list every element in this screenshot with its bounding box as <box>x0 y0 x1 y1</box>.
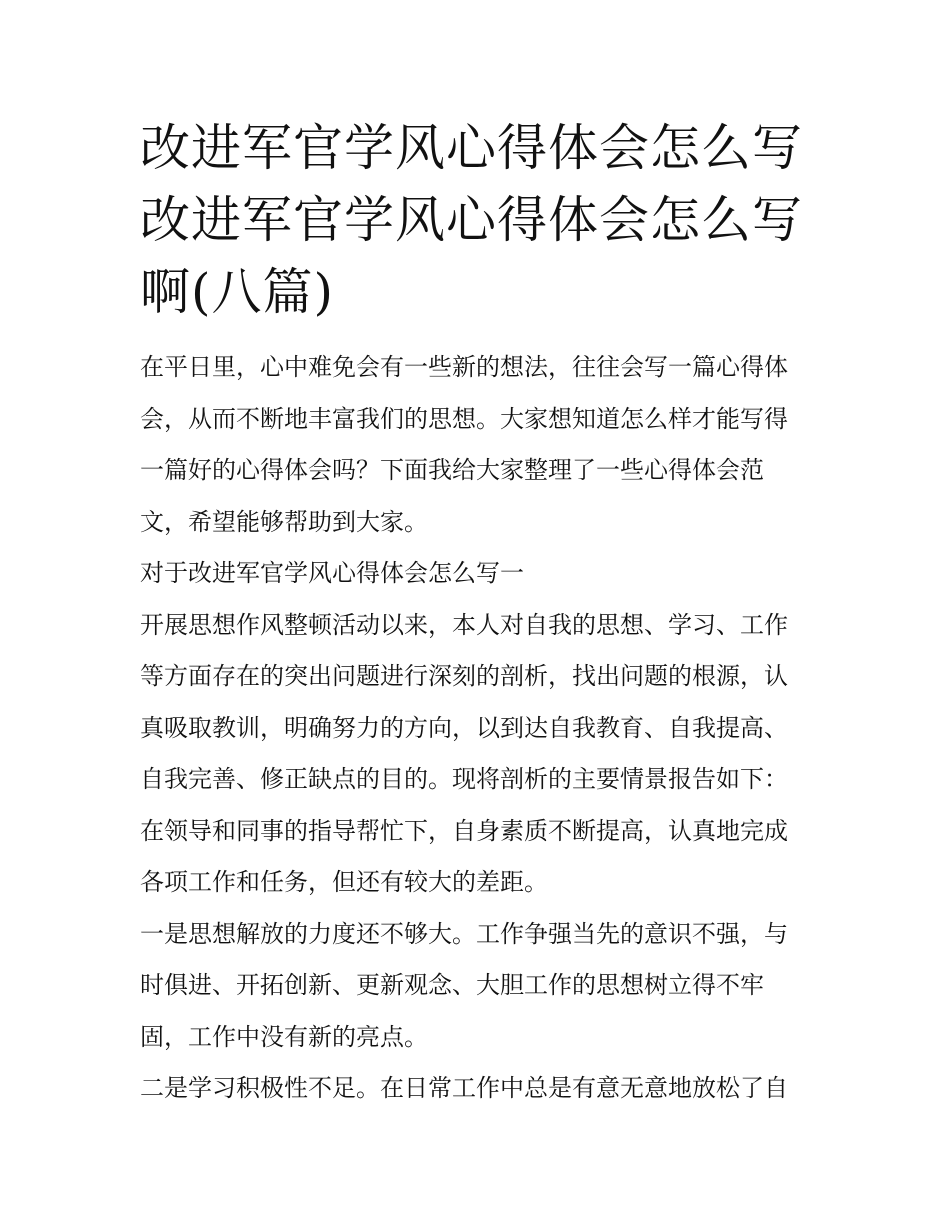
body-paragraph <box>140 600 820 806</box>
body-paragraph <box>140 1063 820 1115</box>
section-heading <box>140 548 820 600</box>
text-line: 二是学习积极性不足。在日常工作中总是有意无意地放松了自 <box>140 1074 788 1102</box>
text-line: 一是思想解放的力度还不够大。工作争强当先的意识不强，与 <box>140 919 788 948</box>
text-line: 一篇好的心得体会吗？下面我给大家整理了一些心得体会范 <box>140 456 764 484</box>
text-line: 等方面存在的突出问题进行深刻的剖析，找出问题的根源，认 <box>140 662 788 690</box>
text-line: 时俱进、开拓创新、更新观念、大胆工作的思想树立得不牢 <box>140 971 764 999</box>
text-line: 会，从而不断地丰富我们的思想。大家想知道怎么样才能写得 <box>140 404 788 433</box>
text-line: 在平日里，心中难免会有一些新的想法，往往会写一篇心得体 <box>140 353 788 381</box>
body-paragraph <box>140 909 820 1064</box>
text-line: 各项工作和任务，但还有较大的差距。 <box>140 868 548 896</box>
title-line: 改进军官学风心得体会怎么写 <box>140 191 803 249</box>
text-line: 在领导和同事的指导帮忙下，自身素质不断提高，认真地完成 <box>140 816 788 845</box>
title-line: 啊(八篇) <box>140 263 335 321</box>
text-line: 文，希望能够帮助到大家。 <box>140 507 428 536</box>
intro-paragraph <box>140 342 820 548</box>
document-content <box>140 112 820 1115</box>
text-line: 对于改进军官学风心得体会怎么写一 <box>140 559 524 587</box>
document-title <box>140 112 820 328</box>
body-paragraph <box>140 806 820 909</box>
text-line: 固，工作中没有新的亮点。 <box>140 1022 428 1051</box>
title-line: 改进军官学风心得体会怎么写 <box>140 119 803 177</box>
text-line: 开展思想作风整顿活动以来，本人对自我的思想、学习、工作 <box>140 610 788 639</box>
text-line: 自我完善、修正缺点的目的。现将剖析的主要情景报告如下： <box>140 765 788 793</box>
text-line: 真吸取教训，明确努力的方向，以到达自我教育、自我提高、 <box>140 713 788 742</box>
